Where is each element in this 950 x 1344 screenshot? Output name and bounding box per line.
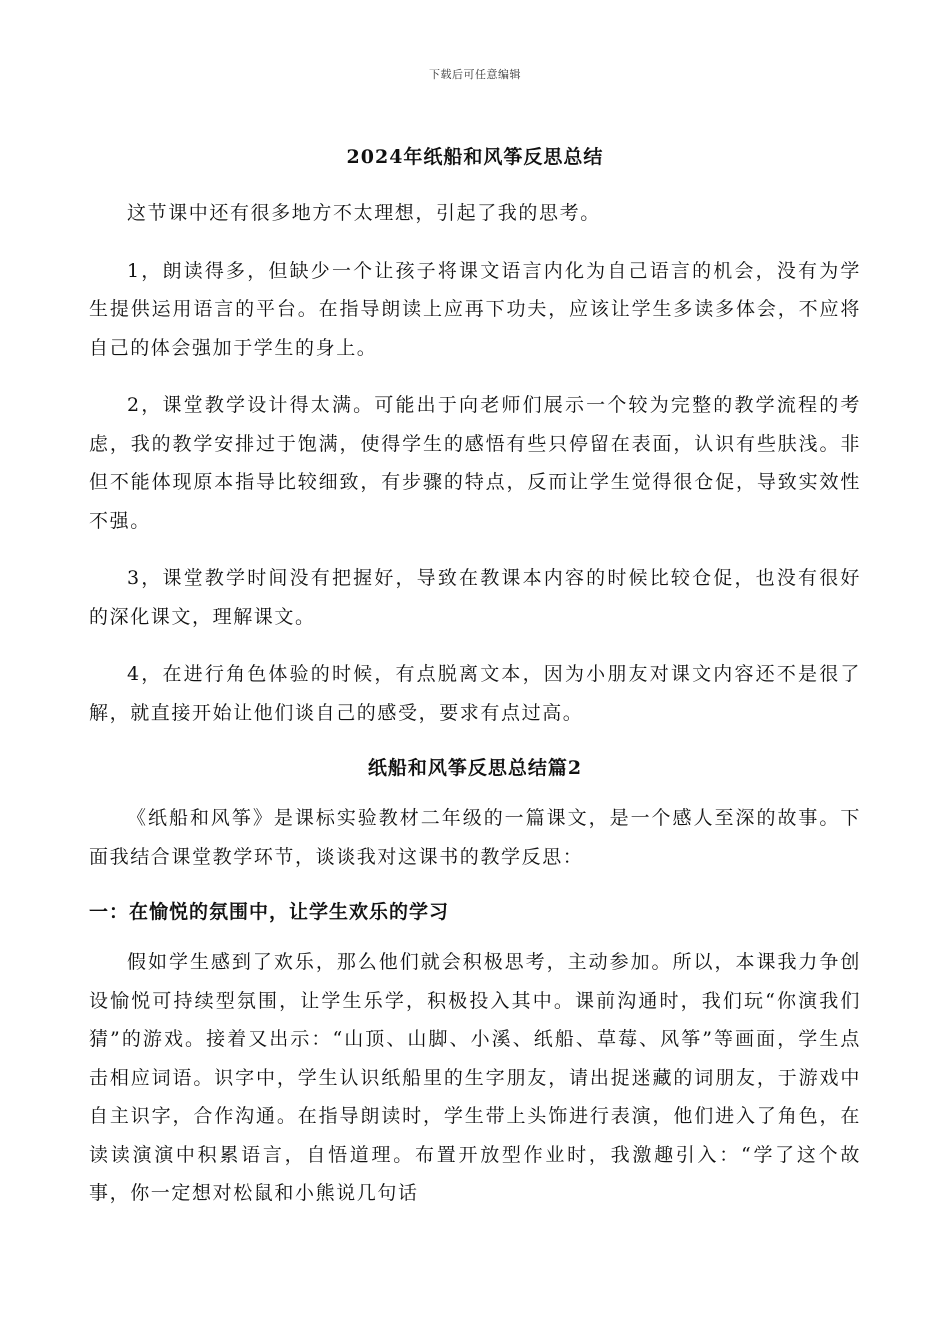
point-paragraph-3: 3，课堂教学时间没有把握好，导致在教课本内容的时候比较仓促，也没有很好的深化课文，理解课文。 bbox=[89, 567, 861, 628]
section-2-subheading: 一：在愉悦的氛围中，让学生欢乐的学习 bbox=[89, 901, 450, 923]
point-paragraph-4: 4，在进行角色体验的时候，有点脱离文本，因为小朋友对课文内容还不是很了解，就直接开始让他们谈自己的感受，要求有点过高。 bbox=[89, 663, 861, 724]
header-note: 下载后可任意编辑 bbox=[429, 68, 521, 81]
document-title: 2024年纸船和风筝反思总结 bbox=[346, 146, 604, 168]
section-2-intro: 《纸船和风筝》是课标实验教材二年级的一篇课文，是一个感人至深的故事。下面我结合课堂教学环节，谈谈我对这课书的教学反思： bbox=[89, 807, 861, 868]
intro-paragraph: 这节课中还有很多地方不太理想，引起了我的思考。 bbox=[127, 202, 601, 224]
section-2-body: 假如学生感到了欢乐，那么他们就会积极思考，主动参加。所以，本课我力争创设愉悦可持续型氛围，让学生乐学，积极投入其中。课前沟通时，我们玩“你演我们猜”的游戏。接着又出示：“山顶、山脚、小溪、纸船、草莓、风筝”等画面，学生点击相应词语。识字中，学生认识纸船里的生字朋友，请出捉迷藏的词朋友，于游戏中自主识字，合作沟通。在指导朗读时，学生带上头饰进行表演，他们进入了角色，在读读演演中积累语言，自悟道理。布置开放型作业时，我激趣引入：“学了这个故事，你一定想对松鼠和小熊说几句话 bbox=[89, 951, 861, 1204]
point-paragraph-1: 1，朗读得多，但缺少一个让孩子将课文语言内化为自己语言的机会，没有为学生提供运用语言的平台。在指导朗读上应再下功夫，应该让学生多读多体会，不应将自己的体会强加于学生的身上。 bbox=[89, 259, 861, 359]
section-2-title: 纸船和风筝反思总结篇2 bbox=[367, 757, 583, 779]
document-body bbox=[89, 140, 861, 1232]
point-paragraph-2: 2，课堂教学设计得太满。可能出于向老师们展示一个较为完整的教学流程的考虑，我的教学安排过于饱满，使得学生的感悟有些只停留在表面，认识有些肤浅。非但不能体现原本指导比较细致，有步骤的特点，反而让学生觉得很仓促，导致实效性不强。 bbox=[89, 394, 861, 532]
